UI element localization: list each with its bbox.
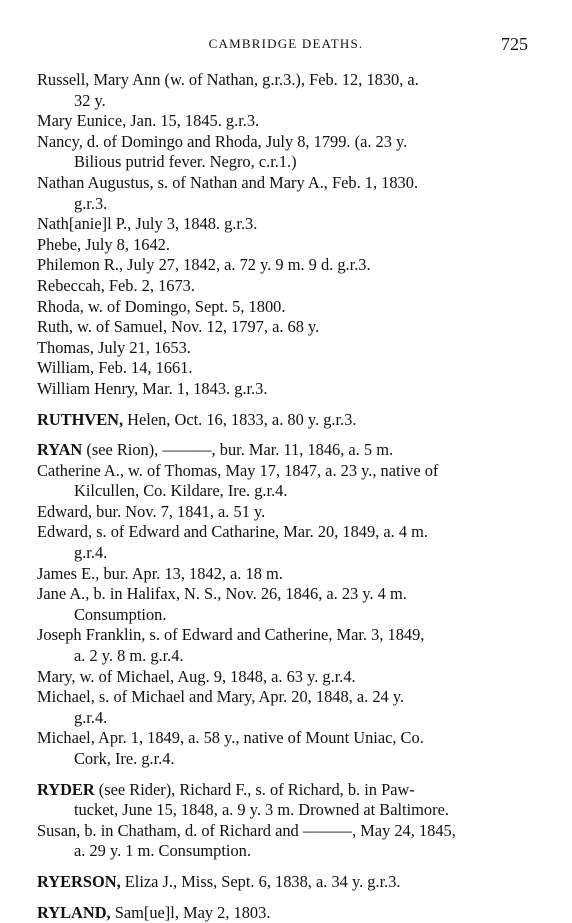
entry-text: Kilcullen, Co. Kildare, Ire. g.r.4. [74,481,288,501]
entry-text: Michael, s. of Michael and Mary, Apr. 20, 1848, a. 24 y. [37,687,405,707]
entry-text: Edward, s. of Edward and Catharine, Mar. 20, 1849, a. 4 m. [37,522,429,542]
entry-line [37,821,527,842]
entry-line [37,70,527,91]
entry-line [37,564,527,585]
entry-text: Phebe, July 8, 1642. [37,234,170,254]
entry-text: (see Rider), Richard F., s. of Richard, b. in Paw- [94,779,415,799]
entry-text: Rebeccah, Feb. 2, 1673. [37,275,195,295]
entry-text: Sam[ue]l, May 2, 1803. [110,902,271,922]
entry-text: Mary Eunice, Jan. 15, 1845. g.r.3. [37,111,260,131]
running-head: CAMBRIDGE DEATHS. [208,36,364,51]
entry-line [37,461,527,482]
entry-line [37,297,527,318]
entry-continuation-line [37,91,527,112]
entry-line [37,584,527,605]
entry-line [37,522,527,543]
entry-text: 32 y. [74,90,106,110]
entry-continuation-line [37,749,527,770]
section-gap [37,770,527,780]
entry-line [37,132,527,153]
page-header [0,34,572,58]
entry-continuation-line [37,152,527,173]
entry-text: Edward, bur. Nov. 7, 1841, a. 51 y. [37,501,266,521]
entry-text: a. 2 y. 8 m. g.r.4. [74,646,184,666]
entry-text: Bilious putrid fever. Negro, c.r.1.) [74,152,297,172]
page-number: 725 [501,34,528,54]
entry-text: g.r.4. [74,543,108,563]
entry-continuation-line [37,646,527,667]
entry-line [37,728,527,749]
entry-text: Jane A., b. in Halifax, N. S., Nov. 26, 1846, a. 23 y. 4 m. [37,584,407,604]
section-gap [37,893,527,903]
entry-text: James E., bur. Apr. 13, 1842, a. 18 m. [37,563,283,583]
entry-line [37,276,527,297]
death-records-list [37,70,527,923]
entry-line [37,111,527,132]
entry-text: Catherine A., w. of Thomas, May 17, 1847, a. 23 y., native of [37,460,439,480]
section-gap [37,400,527,410]
entry-line [37,903,527,923]
entry-continuation-line [37,481,527,502]
entry-line [37,255,527,276]
entry-continuation-line [37,605,527,626]
entry-text: Russell, Mary Ann (w. of Nathan, g.r.3.), Feb. 12, 1830, a. [37,70,419,89]
section-gap [37,862,527,872]
entry-continuation-line [37,800,527,821]
section-gap [37,430,527,440]
entry-text: (see Rion), ———, bur. Mar. 11, 1846, a. 5 m. [82,440,394,460]
entry-line [37,235,527,256]
entry-text: g.r.4. [74,707,108,727]
surname-heading: RUTHVEN, [37,409,124,429]
surname-heading: RYDER [37,779,95,799]
entry-line [37,440,527,461]
entry-text: Michael, Apr. 1, 1849, a. 58 y., native of Mount Uniac, Co. [37,728,424,748]
entry-line [37,687,527,708]
entry-text: Nathan Augustus, s. of Nathan and Mary A., Feb. 1, 1830. [37,172,419,192]
entry-text: g.r.3. [74,193,108,213]
entry-line [37,625,527,646]
entry-line [37,780,527,801]
entry-text: Helen, Oct. 16, 1833, a. 80 y. g.r.3. [123,409,357,429]
entry-text: Eliza J., Miss, Sept. 6, 1838, a. 34 y. g.r.3. [120,871,401,891]
entry-text: Rhoda, w. of Domingo, Sept. 5, 1800. [37,296,286,316]
entry-line [37,317,527,338]
entry-line [37,214,527,235]
entry-text: Ruth, w. of Samuel, Nov. 12, 1797, a. 68 y. [37,317,320,337]
entry-text: a. 29 y. 1 m. Consumption. [74,841,251,861]
surname-heading: RYERSON, [37,871,121,891]
entry-text: Susan, b. in Chatham, d. of Richard and ———, May 24, 1845, [37,820,456,840]
entry-text: Nath[anie]l P., July 3, 1848. g.r.3. [37,214,258,234]
entry-continuation-line [37,543,527,564]
entry-continuation-line [37,841,527,862]
surname-heading: RYAN [37,440,83,460]
entry-text: William Henry, Mar. 1, 1843. g.r.3. [37,378,268,398]
entry-text: Mary, w. of Michael, Aug. 9, 1848, a. 63 y. g.r.4. [37,666,356,686]
entry-text: Nancy, d. of Domingo and Rhoda, July 8, 1799. (a. 23 y. [37,131,408,151]
entry-text: Consumption. [74,604,167,624]
entry-text: William, Feb. 14, 1661. [37,358,193,378]
surname-heading: RYLAND, [37,902,111,922]
entry-text: tucket, June 15, 1848, a. 9 y. 3 m. Drowned at Baltimore. [74,800,449,820]
entry-text: Cork, Ire. g.r.4. [74,749,175,768]
entry-text: Philemon R., July 27, 1842, a. 72 y. 9 m. 9 d. g.r.3. [37,255,371,275]
entry-line [37,667,527,688]
entry-line [37,173,527,194]
entry-text: Thomas, July 21, 1653. [37,337,191,357]
entry-continuation-line [37,708,527,729]
entry-text: Joseph Franklin, s. of Edward and Catherine, Mar. 3, 1849, [37,625,425,645]
entry-line [37,338,527,359]
entry-line [37,502,527,523]
entry-line [37,358,527,379]
entry-continuation-line [37,194,527,215]
entry-line [37,410,527,431]
entry-line [37,379,527,400]
entry-line [37,872,527,893]
